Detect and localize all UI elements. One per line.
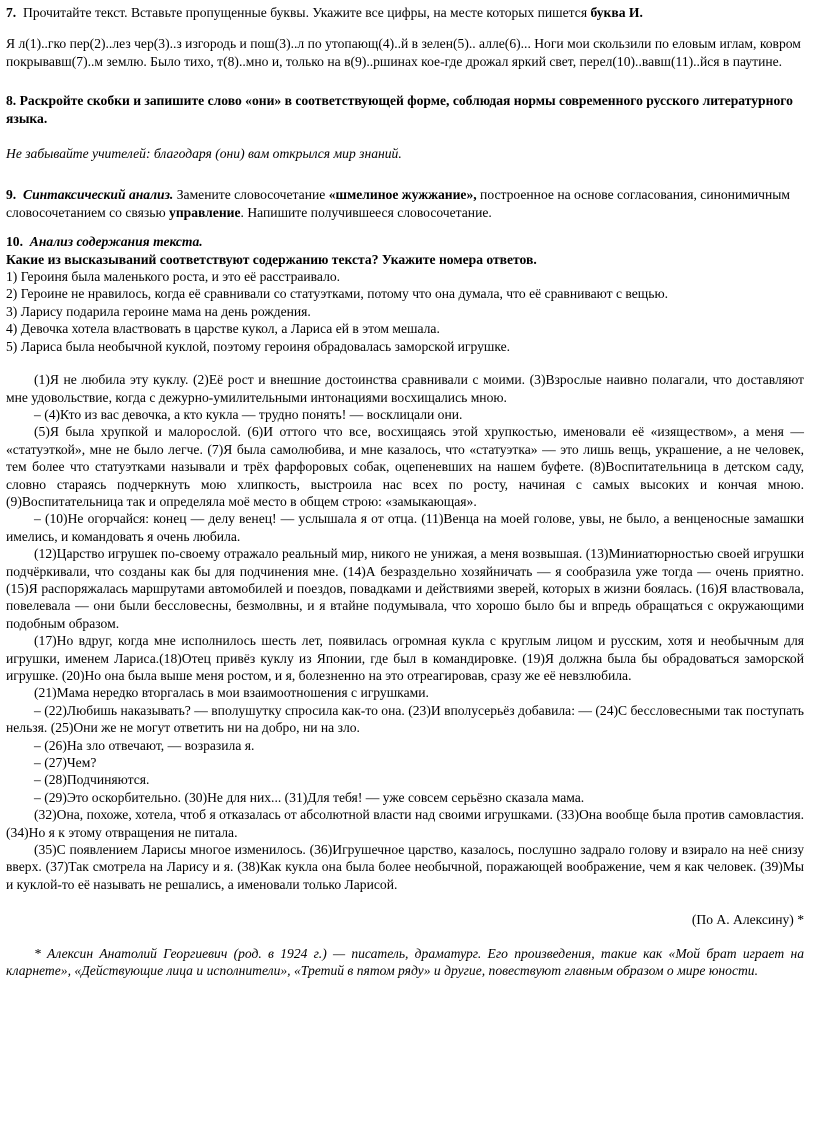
option-item: 2) Героине не нравилось, когда её сравнивали со статуэтками, потому что она думала, что её сравнивают с вещью. xyxy=(6,286,669,302)
task-8-sentence xyxy=(6,145,804,162)
task-7-instruction-bold: буква И. xyxy=(590,5,643,20)
task-9-text xyxy=(6,186,804,221)
option-item: 4) Девочка хотела властвовать в царстве кукол, а Лариса ей в этом мешала. xyxy=(6,321,440,337)
task-9-part1: Замените словосочетание xyxy=(173,187,329,203)
story-paragraph: – (4)Кто из вас девочка, а кто кукла — трудно понять! — восклицали они. xyxy=(34,406,463,422)
task-10-question xyxy=(6,251,804,268)
story-paragraph: – (22)Любишь наказывать? — вполушутку спросила как-то она. (23)И вполусерьёз добавила: — (24)С бессловесными так поступать нельзя. (25)Они же не могут ответить ни на добро, ни на зло. xyxy=(6,702,804,736)
task-9-part2: построенное на основе согласования, синонимичным словосочетанием со связью xyxy=(6,187,790,220)
task-10-title: Анализ содержания текста. xyxy=(29,234,203,250)
task-8-heading-text: 8. Раскройте скобки и запишите слово «они» в соответствующей форме, соблюдая нормы современного русского литературного языка. xyxy=(6,93,793,126)
task-10-question-text: Какие из высказываний соответствуют содержанию текста? Укажите номера ответов. xyxy=(6,251,537,267)
story-paragraph: (1)Я не любила эту куклу. (2)Её рост и внешние достоинства сравнивали с моими. (3)Взрослые наивно полагали, что доставляют мне удовольствие, когда с дежурно-умилительными интонациями восхищались мною. xyxy=(6,372,804,405)
task-7-instruction xyxy=(6,4,804,21)
task-9-bond: управление xyxy=(169,204,241,220)
task-7-text: Я л(1)..гко пер(2)..лез чер(3)..з изгородь и пош(3)..л по утопающ(4)..й в зелен(5).. алле(6)... Ноги мои скользили по еловым иглам, ковром покрывавш(7)..м землю. Было тихо, т(8)..мно и, только на в(9)..ршинах кое-где дрожал яркий свет, перел(10)..вавш(11)..йся в паутине. xyxy=(6,36,801,69)
task-8 xyxy=(6,92,804,162)
story-paragraph: (21)Мама нередко вторгалась в мои взаимоотношения с игрушками. xyxy=(34,685,429,701)
task-9 xyxy=(6,186,804,221)
story-paragraph: – (29)Это оскорбительно. (30)Не для них... (31)Для тебя! — уже совсем серьёзно сказала мама. xyxy=(34,789,585,805)
story-paragraph: – (28)Подчиняются. xyxy=(34,772,150,788)
task-8-sentence-text: Не забывайте учителей: благодаря (они) вам открылся мир знаний. xyxy=(6,146,402,162)
task-9-title: Синтаксический анализ. xyxy=(23,187,174,203)
story-paragraph: (17)Но вдруг, когда мне исполнилось шесть лет, появилась огромная кукла с круглым лицом и русским, хотя и необычным для игрушки, именем Лариса.(18)Отец привёз куклу из Японии, где был в командировке. (19)Я должна была бы обрадоваться заморской игрушке. (20)Но она была выше меня ростом, и я, болезненно на это отреагировав, сразу же её невзлюбила. xyxy=(6,633,804,683)
story-paragraph: (32)Она, похоже, хотела, чтоб я отказалась от абсолютной власти над своими игрушками. (33)Она вообще была против самовластия. (34)Но я к этому отвращения не питала. xyxy=(6,807,804,840)
story-paragraph: (35)С появлением Ларисы многое изменилось. (36)Игрушечное царство, казалось, послушно задрало голову и взирало на неё снизу вверх. (37)Так смотрела на Ларису и я. (38)Как кукла она была более необычной, поражающей воображение, чем я как человек. (39)Мы и куклой-то её называть не решались, а именовали только Ларисой. xyxy=(6,842,804,892)
option-item: 5) Лариса была необычной куклой, поэтому героиня обрадовалась заморской игрушке. xyxy=(6,338,511,354)
task-8-heading xyxy=(6,92,804,127)
story-paragraph: (5)Я была хрупкой и малорослой. (6)И оттого что все, восхищаясь этой хрупкостью, именовали её «изяществом», а меня — «статуэткой», мне не было легче. (7)Я была самолюбива, и мне казалось, что «статуэтка» — это лишь вещь, украшение, а не человек, тем более что статуэтками называли и трёх фарфоровых собак, оцепеневших на нашем буфете. (8)Воспитательница в детском саду, словно стараясь подчеркнуть мою хлипкость, выстроила нас всех по росту, начиная с самых высоких и кончая мною. (9)Воспитательница так и определяла моё место в общем строю: «замыкающая». xyxy=(6,424,804,509)
option-item: 1) Героиня была маленького роста, и это её расстраивало. xyxy=(6,269,341,285)
task-9-part3: . Напишите получившееся словосочетание. xyxy=(240,204,492,220)
story-paragraph: – (27)Чем? xyxy=(34,755,97,771)
task-7-number: 7. xyxy=(6,5,17,20)
task-10-heading xyxy=(6,233,804,250)
task-10 xyxy=(6,233,804,355)
author-attribution: (По А. Алексину) * xyxy=(691,912,804,928)
option-item: 3) Ларису подарила героине мама на день рождения. xyxy=(6,303,311,319)
task-9-number: 9. xyxy=(6,187,17,203)
author-footnote: * Алексин Анатолий Георгиевич (род. в 1924 г.) — писатель, драматург. Его произведения, такие как «Мой брат играет на кларнете», «Действующие лица и исполнители», «Третий в пятом ряду» и другие, повествуют главным образом о мире юности. xyxy=(6,945,804,979)
task-9-phrase: «шмелиное жужжание», xyxy=(328,187,477,203)
story-paragraph: – (10)Не огорчайся: конец — делу венец! — услышала я от отца. (11)Венца на моей голове, увы, не было, а венценосные замашки имелись, и командовать я очень любила. xyxy=(6,511,804,544)
task-10-number: 10. xyxy=(6,234,23,250)
task-10-options xyxy=(6,268,804,355)
story-text xyxy=(6,371,804,893)
story-paragraph: – (26)На зло отвечают, — возразила я. xyxy=(34,737,255,753)
task-7 xyxy=(6,4,804,70)
story-paragraph: (12)Царство игрушек по-своему отражало реальный мир, никого не унижая, а меня возвышая. (13)Миниатюрностью своей игрушки подчёркивали, что созданы как бы для подчинения мне. (14)А безраздельно хозяйничать — я сообразила уже тогда — очень приятно. (15)Я распоряжалась маршрутами автомобилей и поездов, повадками и действиями зверей, которых в жизни боялась. (16)Я властвовала, повелевала — они были бессловесны, безмолвны, и я втайне подумывала, что хорошо было бы и впредь обращаться с окружающими подобным образом. xyxy=(6,546,804,631)
task-7-instruction-text: Прочитайте текст. Вставьте пропущенные буквы. Укажите все цифры, на месте которых пишется xyxy=(23,5,588,20)
